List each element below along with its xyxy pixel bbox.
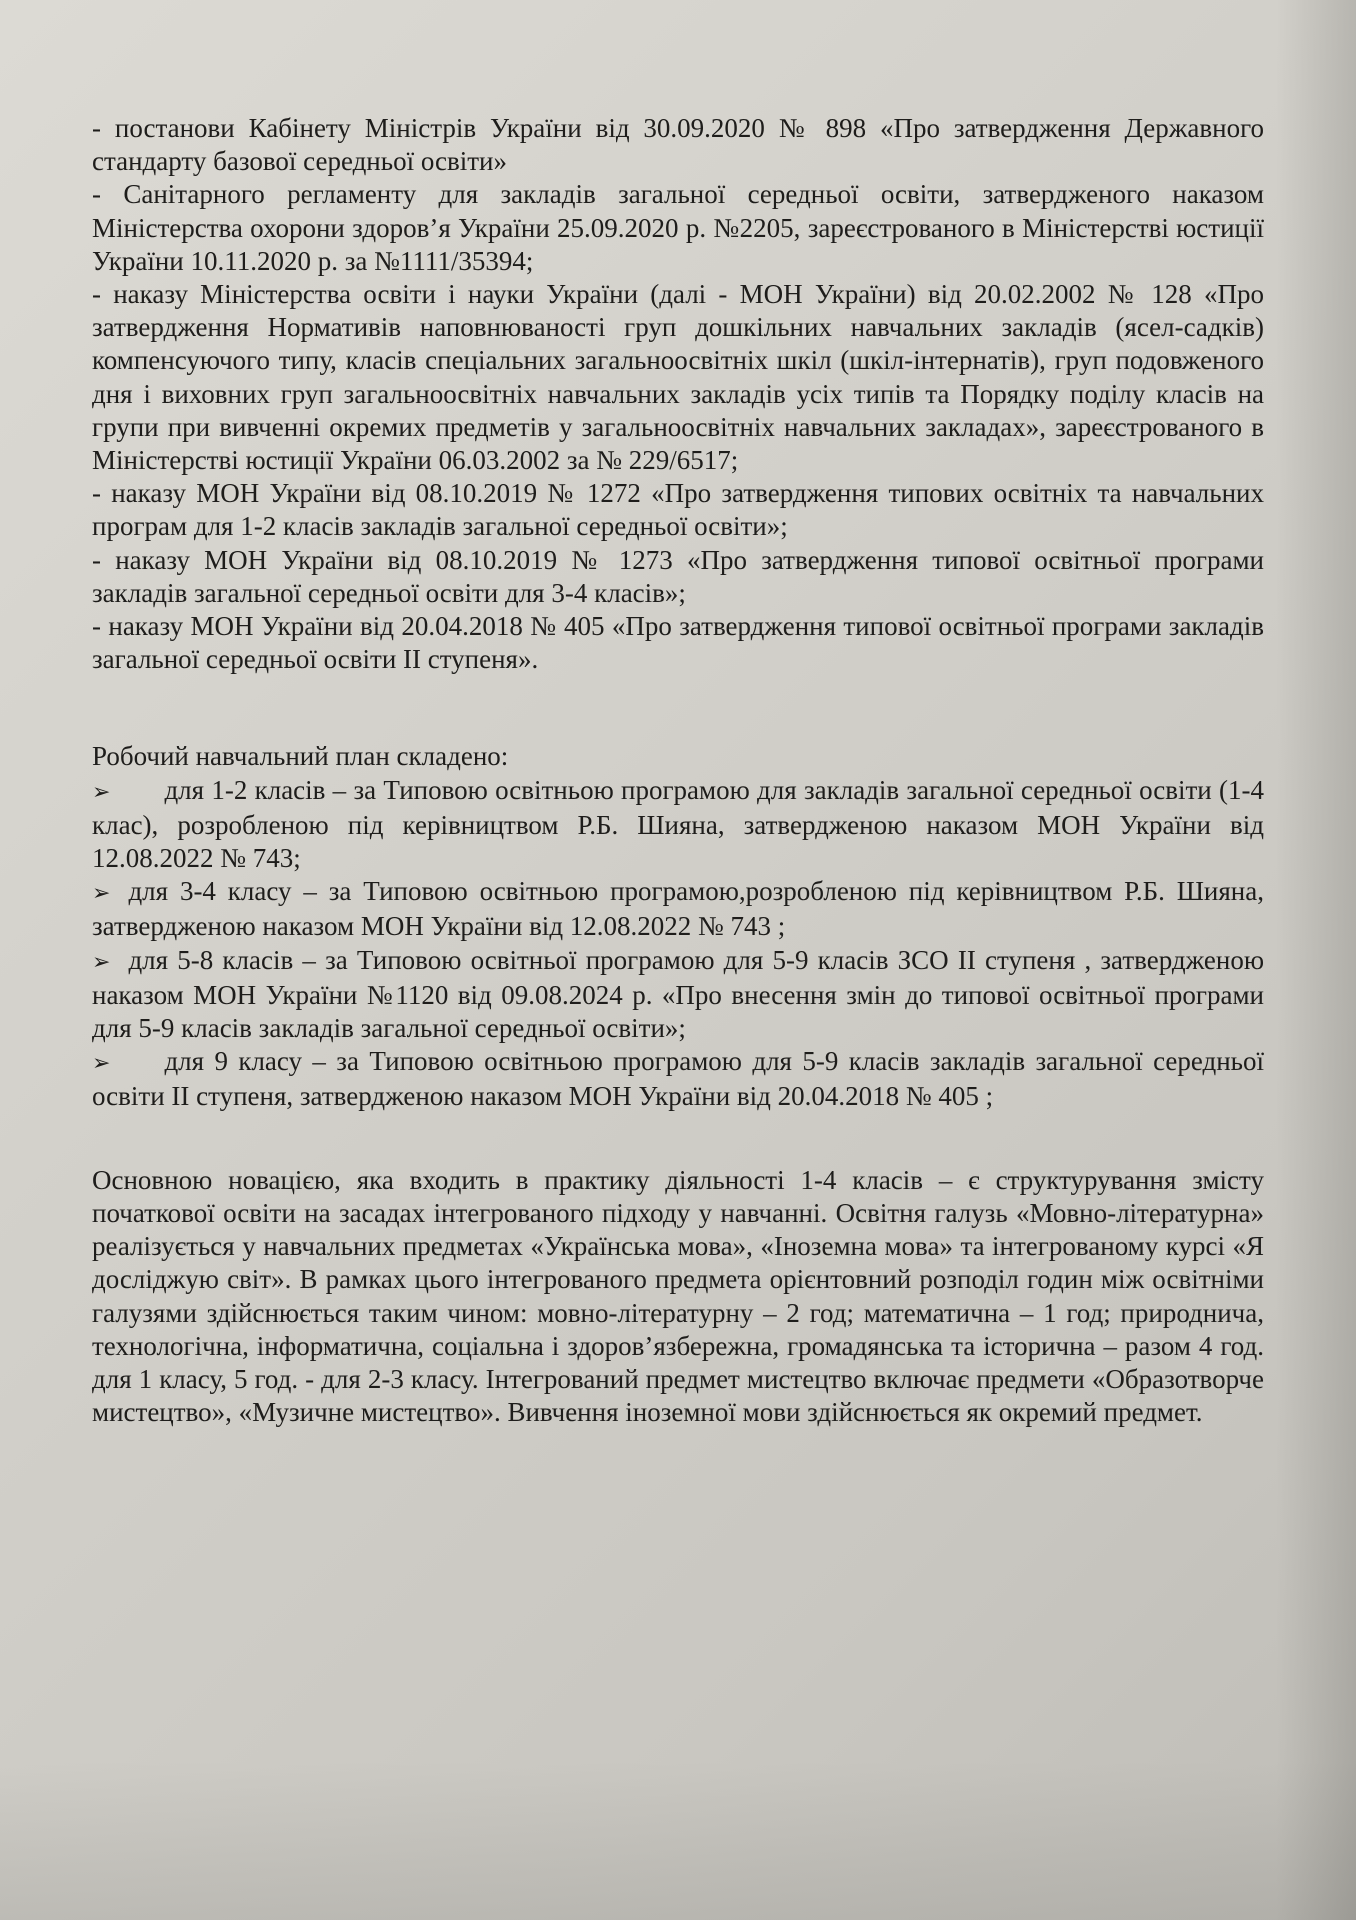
document-body <box>92 112 1264 1429</box>
plan-item <box>92 875 1264 943</box>
plan-item-text: для 5-8 класів – за Типовою освітньої програмою для 5-9 класів ЗСО ІІ ступеня , затвердженою наказом МОН України №1120 від 09.08.2024 р. «Про внесення змін до типової освітньої програми для 5-9 класів закладів загальної середньої освіти»; <box>92 944 1264 1044</box>
plan-item-text: для 3-4 класу – за Типовою освітньою програмою,розробленою під керівництвом Р.Б. Шияна, затвердженою наказом МОН України від 12.08.2022 № 743 ; <box>92 876 1264 942</box>
arrow-bullet-icon: ➢ <box>92 949 111 975</box>
arrow-bullet-icon: ➢ <box>92 1051 111 1077</box>
spacer <box>92 1114 1264 1164</box>
plan-item <box>92 1045 1264 1113</box>
legal-basis-item: - Санітарного регламенту для закладів загальної середньої освіти, затвердженого наказом Міністерства охорони здоров’я України 25.09.2020 р. №2205, зареєстрованого в Міністерстві юстиції України 10.11.2020 р. за №1111/35394; <box>92 179 1264 276</box>
legal-basis-item: - постанови Кабінету Міністрів України від 30.09.2020 № 898 «Про затвердження Державного стандарту базової середньої освіти» <box>92 113 1264 177</box>
arrow-bullet-icon: ➢ <box>92 881 111 907</box>
plan-heading: Робочий навчальний план складено: <box>92 741 509 772</box>
page-shadow-bottom <box>0 1760 1356 1920</box>
plan-item-text: для 9 класу – за Типовою освітньою програмою для 5-9 класів закладів загальної середньої освіти ІІ ступеня, затвердженою наказом МОН України від 20.04.2018 № 405 ; <box>92 1046 1264 1112</box>
innovation-paragraph: Основною новацією, яка входить в практику діяльності 1-4 класів – є структурування змісту початкової освіти на засадах інтегрованого підходу у навчанні. Освітня галузь «Мовно-літературна» реалізується у навчальних предметах «Українська мова», «Іноземна мова» та інтегрованому курсі «Я досліджую світ». В рамках цього інтегрованого предмета орієнтовний розподіл годин між освітніми галузями здійснюється таким чином: мовно-літературну – 2 год; математична – 1 год; природнича, технологічна, інформатична, соціальна і здоров’язбережна, громадянська та історична – разом 4 год. для 1 класу, 5 год. - для 2-3 класу. Інтегрований предмет мистецтво включає предмети «Образотворче мистецтво», «Музичне мистецтво». Вивчення іноземної мови здійснюється як окремий предмет. <box>92 1164 1264 1428</box>
legal-basis-item: - наказу МОН України від 08.10.2019 № 1273 «Про затвердження типової освітньої програми закладів загальної середньої освіти для 3-4 класів»; <box>92 544 1264 608</box>
legal-basis-item: - наказу МОН України від 20.04.2018 № 405 «Про затвердження типової освітньої програми закладів загальної середньої освіти ІІ ступеня». <box>92 611 1264 675</box>
plan-item <box>92 944 1264 1046</box>
legal-basis-item: - наказу Міністерства освіти і науки України (далі - МОН України) від 20.02.2002 № 128 «Про затвердження Нормативів наповнюваності груп дошкільних навчальних закладів (ясел-садків) компенсуючого типу, класів спеціальних загальноосвітніх шкіл (шкіл-інтернатів), груп подовженого дня і виховних груп загальноосвітніх навчальних закладів усіх типів та Порядку поділу класів на групи при вивченні окремих предметів у загальноосвітніх навчальних закладах», зареєстрованого в Міністерстві юстиції України 06.03.2002 за № 229/6517; <box>92 279 1264 476</box>
plan-item <box>92 774 1264 876</box>
page-shadow <box>1276 0 1356 1920</box>
spacer <box>92 676 1264 740</box>
legal-basis-item: - наказу МОН України від 08.10.2019 № 1272 «Про затвердження типових освітніх та навчальних програм для 1-2 класів закладів загальної середньої освіти»; <box>92 478 1264 542</box>
arrow-bullet-icon: ➢ <box>92 779 111 805</box>
plan-item-text: для 1-2 класів – за Типовою освітньою програмою для закладів загальної середньої освіти (1-4 клас), розробленою під керівництвом Р.Б. Шияна, затвердженою наказом МОН України від 12.08.2022 № 743; <box>92 774 1264 874</box>
